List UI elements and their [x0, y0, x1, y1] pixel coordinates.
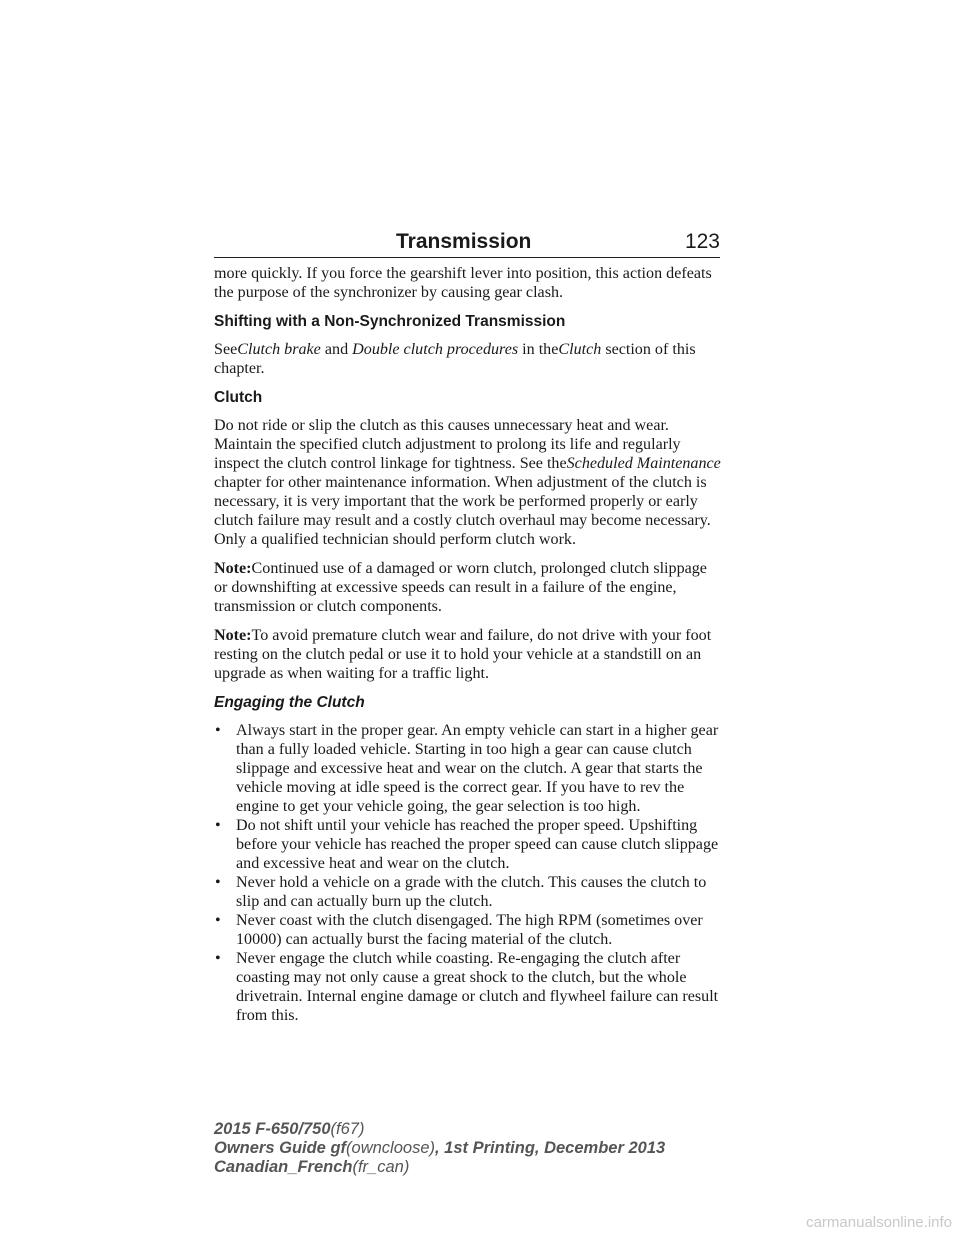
nonsync-heading: Shifting with a Non-Synchronized Transmission [214, 313, 566, 330]
bullet-icon: • [215, 722, 221, 739]
list-item-text: Do not shift until your vehicle has reached the proper speed. Upshifting before your vehicle has reached the proper speed can cause clutch slippage and excessive heat and wear on the clutch. [236, 817, 719, 872]
list-item [214, 721, 724, 816]
print-footer [214, 1120, 665, 1177]
footer-line-1 [214, 1120, 665, 1139]
nonsync-paragraph [214, 340, 724, 378]
footer-language: Canadian_French [214, 1158, 353, 1176]
note-2-text: To avoid premature clutch wear and failure, do not drive with your foot resting on the clutch pedal or use it to hold your vehicle at a standstill on an upgrade as when waiting for a traffic light. [214, 627, 712, 682]
footer-line-3 [214, 1158, 665, 1177]
note-2 [214, 626, 724, 683]
bullet-icon: • [215, 950, 221, 967]
list-item-text: Never coast with the clutch disengaged. The high RPM (sometimes over 10000) can actually burst the facing material of the clutch. [236, 912, 703, 948]
page-content [214, 264, 724, 1025]
footer-code: (f67) [330, 1120, 365, 1138]
list-item-text: Always start in the proper gear. An empty vehicle can start in a higher gear than a fully loaded vehicle. Starting in too high a gear can cause clutch slippage and excessive heat and wear on the clutch. A gear that starts the vehicle moving at idle speed is the correct gear. If you have to rev the engine to get your vehicle going, the gear selection is too high. [236, 722, 719, 815]
list-item [214, 949, 724, 1025]
footer-language-code: (fr_can) [352, 1158, 410, 1176]
list-item-text: Never engage the clutch while coasting. Re-engaging the clutch after coasting may not only cause a great shock to the clutch, but the whole drivetrain. Internal engine damage or clutch and flywheel failure can result from this. [236, 950, 719, 1024]
clutch-reference: Clutch [558, 341, 602, 358]
engaging-list [214, 721, 724, 1025]
bullet-icon: • [215, 817, 221, 834]
intro-paragraph: more quickly. If you force the gearshift lever into position, this action defeats the purpose of the synchronizer by causing gear clash. [214, 265, 712, 301]
clutch-text-a: Do not ride or slip the clutch as this causes unnecessary heat and wear. Maintain the specified clutch adjustment to prolong its life and regularly inspect the clutch control linkage for tightness. See the [214, 417, 681, 472]
footer-model: 2015 F-650/750 [214, 1120, 331, 1138]
list-item [214, 816, 724, 873]
list-item [214, 911, 724, 949]
header-rule [214, 257, 720, 258]
see-text: See [214, 341, 238, 358]
watermark: carmanualsonline.info [806, 1214, 952, 1231]
list-item-text: Never hold a vehicle on a grade with the clutch. This causes the clutch to slip and can actually burn up the clutch. [236, 874, 707, 910]
clutch-heading: Clutch [214, 389, 263, 406]
bullet-icon: • [215, 912, 221, 929]
footer-guide: Owners Guide gf [214, 1139, 347, 1157]
double-clutch-reference: Double clutch procedures [352, 341, 519, 358]
list-item [214, 873, 724, 911]
and-text: and [324, 341, 349, 358]
footer-guide-code: (owncloose) [346, 1139, 435, 1157]
footer-line-2 [214, 1139, 665, 1158]
engaging-heading: Engaging the Clutch [214, 694, 365, 711]
clutch-text-b: chapter for other maintenance information. When adjustment of the clutch is necessary, it is very important that the work be performed properly or early clutch failure may result and a costly clutch overhaul may become necessary. Only a qualified technician should perform clutch work. [214, 474, 711, 548]
in-the-text: in the [522, 341, 559, 358]
note-1-text: Continued use of a damaged or worn clutch, prolonged clutch slippage or downshifting at excessive speeds can result in a failure of the engine, transmission or clutch components. [214, 560, 707, 615]
note-1 [214, 559, 724, 616]
clutch-brake-reference: Clutch brake [237, 341, 321, 358]
bullet-icon: • [215, 874, 221, 891]
nonsync-rest-text: section of this chapter. [214, 341, 696, 377]
scheduled-maintenance-reference: Scheduled Maintenance [566, 455, 721, 472]
page-header [214, 226, 720, 258]
note-label: Note: [214, 627, 252, 644]
footer-printing: , 1st Printing, December 2013 [435, 1139, 666, 1157]
page-number: 123 [684, 230, 720, 253]
chapter-title: Transmission [396, 230, 532, 253]
clutch-paragraph [214, 416, 724, 549]
note-label: Note: [214, 560, 252, 577]
